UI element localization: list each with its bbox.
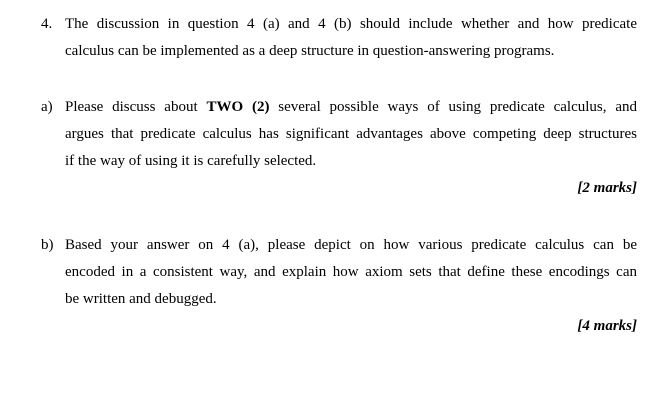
question-4-line-2 [41,38,637,65]
part-a-marks: [2 marks] [577,180,637,196]
part-a [41,94,637,202]
question-4-intro [41,11,637,65]
part-a-line-3 [41,148,637,175]
part-b-line-2 [41,259,637,286]
part-b-text-2: encoded in a consistent way, and explain how axiom sets that define these encodings can [65,264,637,280]
question-4-text-1: The discussion in question 4 (a) and 4 (b) should include whether and how predicate [65,16,637,32]
part-b-line-1 [41,232,637,259]
question-4-line-1 [41,11,637,38]
question-number: 4. [41,16,53,32]
part-b-marks: [4 marks] [577,318,637,334]
part-a-text-1-post: several possible ways of using predicate calculus, and [269,99,637,115]
part-b-text-3: be written and debugged. [65,291,217,307]
part-a-text-1-pre: Please discuss about [65,99,207,115]
part-a-line-2 [41,121,637,148]
question-4-text-2: calculus can be implemented as a deep structure in question-answering programs. [65,43,555,59]
part-b-text-1: Based your answer on 4 (a), please depict on how various predicate calculus can be [65,237,637,253]
part-b [41,232,637,340]
part-b-line-3 [41,286,637,313]
part-a-line-1 [41,94,637,121]
part-a-text-3: if the way of using it is carefully selected. [65,153,317,169]
part-a-text-2: argues that predicate calculus has significant advantages above competing deep structures [65,126,637,142]
part-a-text-1 [65,94,637,121]
part-a-emphasis: TWO (2) [206,99,270,115]
part-a-label: a) [41,99,53,115]
part-b-label: b) [41,237,54,253]
